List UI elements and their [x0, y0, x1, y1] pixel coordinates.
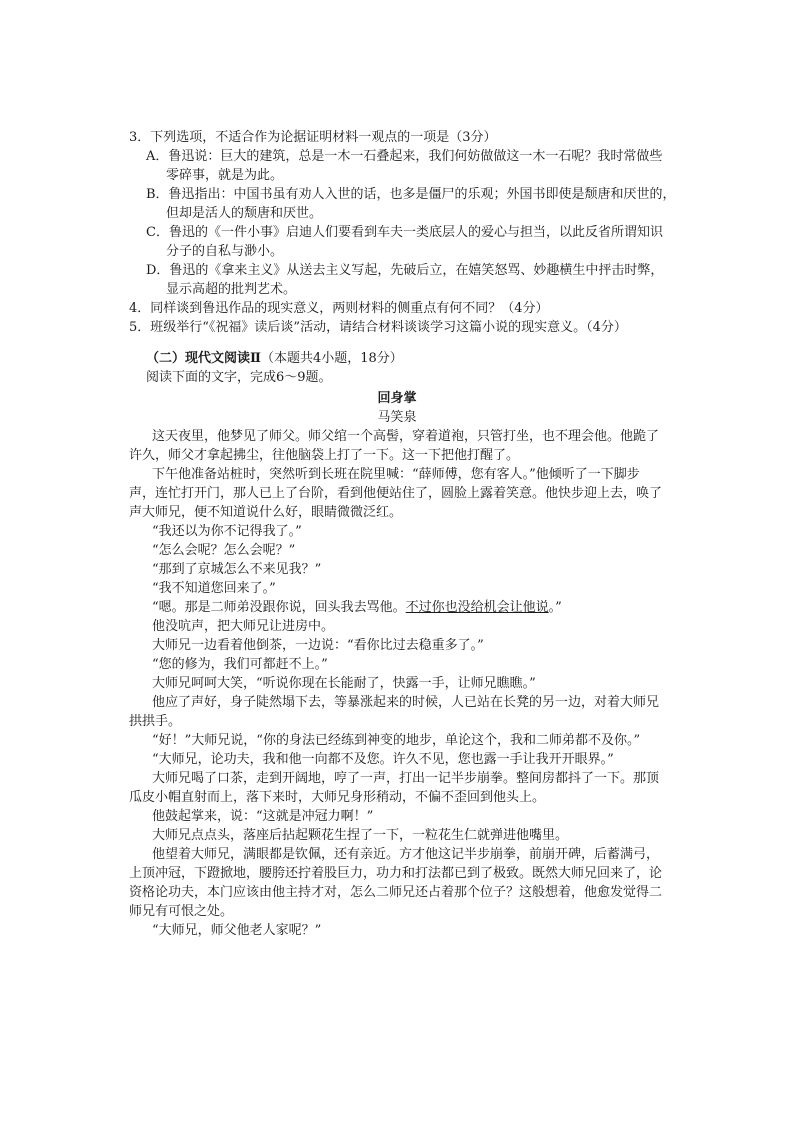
story-line: “我还以为你不记得我了。” — [152, 524, 302, 539]
underlined-sentence: 不过你也没给机会让他说 — [405, 600, 549, 615]
story-line-underlined — [152, 599, 562, 617]
story-line: 他应了声好，身子陡然塌下去，等暴涨起来的时候，人已站在长凳的另一边，对着大师兄 — [152, 695, 660, 710]
story-text: 。” — [548, 600, 562, 615]
story-line: 声，连忙打开门，那人已上了台阶，看到他便站住了，圆脸上露着笑意。他快步迎上去，唤了 — [129, 486, 663, 501]
story-line: 拱拱手。 — [129, 714, 182, 729]
story-line: “大师兄，论功夫，我和他一向都不及您。许久不见，您也露一手让我开开眼界。” — [152, 752, 614, 767]
story-line: 瓜皮小帽直射而上，落下来时，大师兄身形稍动，不偏不歪回到他头上。 — [129, 790, 546, 805]
story-line: 这天夜里，他梦见了师父。师父绾一个高髻，穿着道袍，只管打坐，也不理会他。他跪了 — [152, 429, 660, 444]
section-heading — [146, 350, 403, 368]
question-3-option-a-line2: 零碎事，就是为此。 — [166, 168, 284, 183]
story-title: 回身掌 — [377, 391, 417, 406]
story-line: 资格论功夫，本门应该由他主持才对，怎么二师兄还占着那个位子？这般想着，他愈发觉得二 — [129, 885, 663, 900]
story-author: 马笑泉 — [377, 410, 417, 425]
story-line: 师兄有可恨之处。 — [129, 904, 234, 919]
story-line: “好！”大师兄说，“你的身法已经练到神变的地步，单论这个，我和二师弟都不及你。” — [152, 733, 641, 748]
story-line: “那到了京城怎么不来见我？” — [152, 562, 322, 577]
story-line: 声大师兄，便不知道说什么好，眼睛微微泛红。 — [129, 505, 403, 520]
question-4: 4．同样谈到鲁迅作品的现实意义，两则材料的侧重点有何不同？（4分） — [129, 301, 549, 316]
section-instruction: 阅读下面的文字，完成6～9题。 — [146, 370, 332, 385]
story-line: 他没吭声，把大师兄让进房中。 — [152, 619, 335, 634]
story-line: 大师兄一边看着他倒茶，一边说：“看你比过去稳重多了。” — [152, 638, 484, 653]
story-line: 大师兄点点头，落座后拈起颗花生捏了一下，一粒花生仁就弹进他嘴里。 — [152, 828, 569, 843]
question-3-option-d-line1: D．鲁迅的《拿来主义》从送去主义写起，先破后立，在嬉笑怒骂、妙趣横生中抨击时弊， — [146, 263, 664, 278]
story-line: 上顶冲冠，下蹬掀地，腰胯还拧着股巨力，功力和打法都已到了极致。既然大师兄回来了，论 — [129, 866, 663, 881]
section-note: （本题共4小题，18分） — [260, 351, 403, 366]
story-line: 下午他准备站桩时，突然听到长班在院里喊：“薛师傅，您有客人。”他倾听了一下脚步 — [152, 467, 640, 482]
story-line: 许久，师父才拿起拂尘，往他脑袋上打了一下。这一下把他打醒了。 — [129, 448, 520, 463]
story-line: 他望着大师兄，满眼都是钦佩，还有亲近。方才他这记半步崩拳，前崩开碑，后蓄满弓， — [152, 847, 660, 862]
story-line: “我不知道您回来了。” — [152, 581, 276, 596]
section-title: （二）现代文阅读Ⅱ — [146, 351, 261, 366]
question-5: 5．班级举行“《祝福》读后谈”活动，请结合材料谈谈学习这篇小说的现实意义。（4分） — [129, 320, 627, 335]
story-line: 大师兄喝了口茶，走到开阔地，哼了一声，打出一记半步崩拳。整间房都抖了一下。那顶 — [152, 771, 660, 786]
story-line: “大师兄，师父他老人家呢？” — [152, 923, 322, 938]
story-line: 他鼓起掌来，说：“这就是冲冠力啊！” — [152, 809, 374, 824]
question-3-option-b-line2: 但却是活人的颓唐和厌世。 — [166, 206, 323, 221]
question-3-option-c-line2: 分子的自私与渺小。 — [166, 244, 284, 259]
story-text: “嗯。那是二师弟没跟你说，回头我去骂他。 — [152, 600, 406, 615]
question-3-option-b-line1: B．鲁迅指出：中国书虽有劝人入世的话，也多是僵尸的乐观；外国书即使是颓唐和厌世的， — [146, 187, 676, 202]
question-3-option-d-line2: 显示高超的批判艺术。 — [166, 282, 297, 297]
question-3-option-a-line1: A．鲁迅说：巨大的建筑，总是一木一石叠起来，我们何妨做做这一木一石呢？我时常做些 — [146, 149, 663, 164]
question-3-option-c-line1: C．鲁迅的《一件小事》启迪人们要看到车夫一类底层人的爱心与担当，以此反省所谓知识 — [146, 225, 663, 240]
story-line: 大师兄呵呵大笑，“听说你现在长能耐了，快露一手，让师兄瞧瞧。” — [152, 676, 536, 691]
question-3-stem: 3．下列选项，不适合作为论据证明材料一观点的一项是（3分） — [129, 130, 497, 145]
story-line: “怎么会呢？怎么会呢？” — [152, 543, 296, 558]
story-line: “您的修为，我们可都赶不上。” — [152, 657, 328, 672]
